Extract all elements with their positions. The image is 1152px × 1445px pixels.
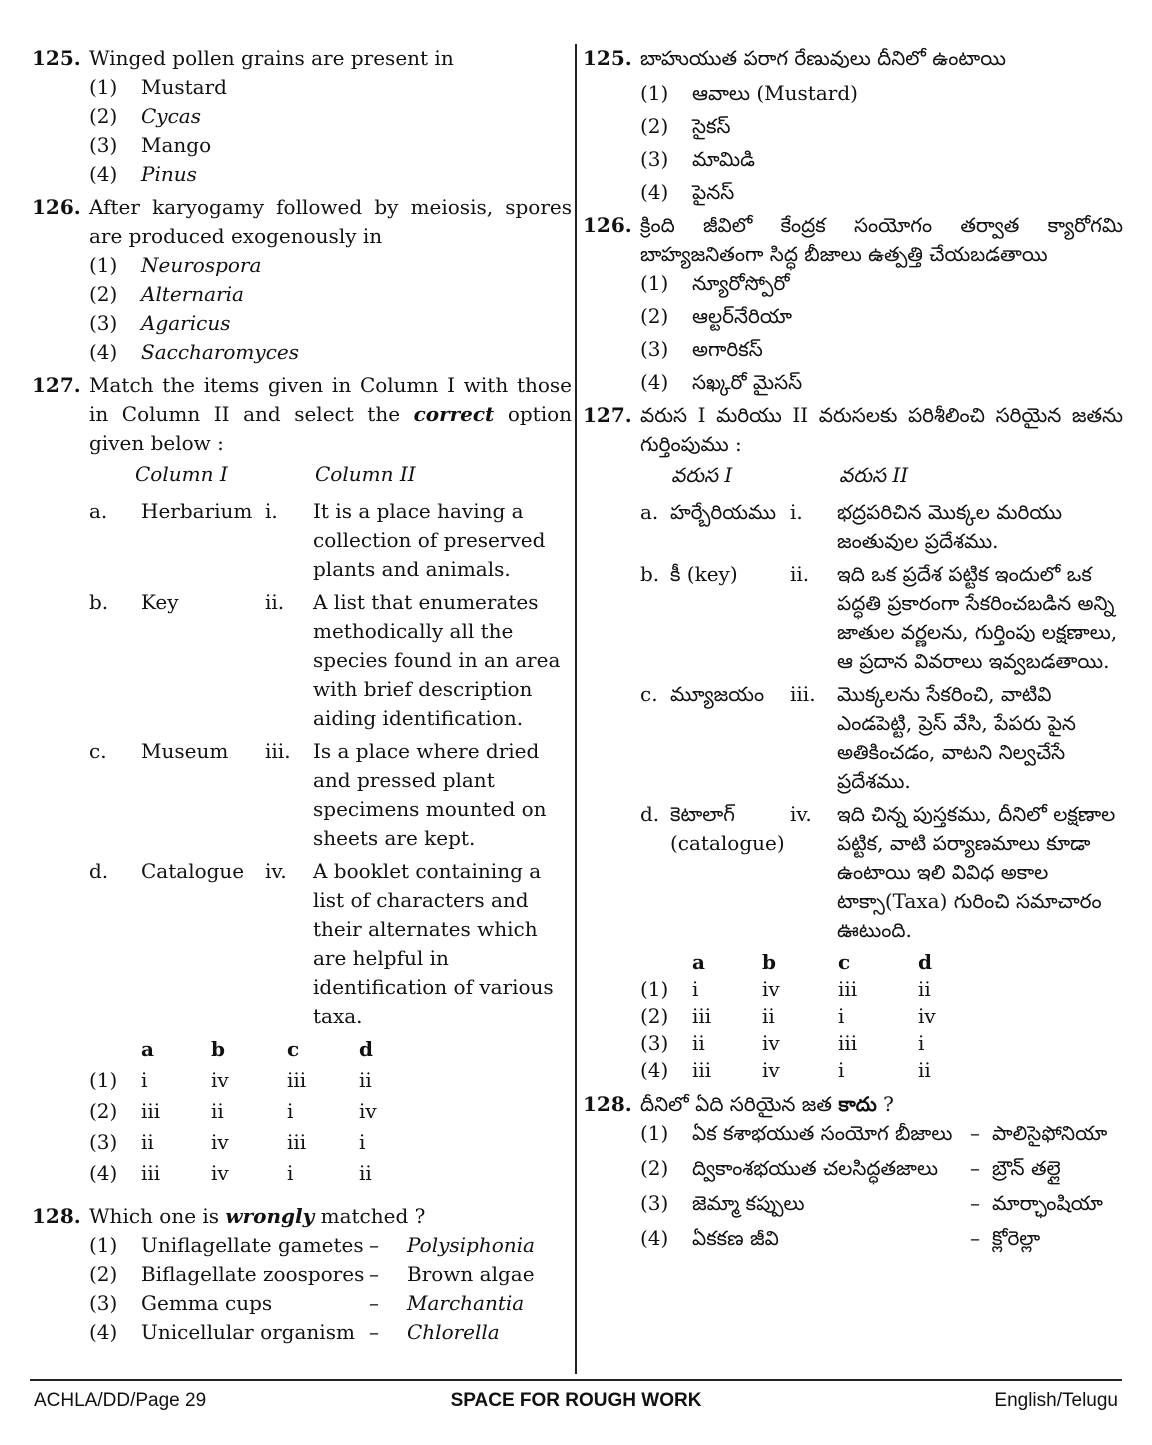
match-row-c: c. Museum iii. Is a place where dried and pressed plant specimens mounted on sheets are kept. [89,739,547,850]
match-row-d: d. Catalogue iv. A booklet containing a list of characters and their alternates which are helpful in identification of various taxa. [89,859,554,1028]
question-number: 127. [583,403,632,427]
question-126-telugu [583,211,1123,397]
option-2: (2) ఆల్టర్‌నేరియా [640,304,793,328]
option-2: (2) ద్వికాంశభయుత చలసిద్ధతజాలు – బ్రౌన్ తల్లై [640,1156,1061,1180]
question-128 [32,1202,572,1347]
question-text: Which one is wrongly matched ? [89,1204,426,1228]
option-4: (4) Saccharomyces [89,340,299,364]
option-4: (4) Pinus [89,162,197,186]
question-number: 128. [32,1204,81,1228]
question-number: 128. [583,1092,632,1116]
answer-header: a b c d [692,950,932,974]
match-row-c: c. మ్యూజయం iii. మొక్కలను సేకరించి, వాటివి ఎండపెట్టి, ప్రెస్ వేసి, పేపరు పైన అతికించడం, వాటని నిల్వచేసే ప్రదేశము. [640,682,1076,793]
option-1: (1) ఆవాలు (Mustard) [640,81,858,105]
footer-page-id: ACHLA/DD/Page 29 [34,1390,207,1411]
footer-rough-work: SPACE FOR ROUGH WORK [450,1390,702,1411]
question-text: After karyogamy followed by meiosis, spores are produced exogenously in [89,195,572,248]
column-headers: వరుస I వరుస II [671,463,909,487]
question-127 [32,371,572,1188]
option-2: (2) Biflagellate zoospores – Brown algae [89,1262,535,1286]
question-text: వరుస I మరియు II వరుసలకు పరిశీలించి సరియైన జతను గుర్తింపుము : [640,403,1123,456]
telugu-column [583,44,1123,1253]
answer-option-1: (1) i iv iii ii [89,1068,372,1092]
option-1: (1) ఏక కశాభయుత సంయోగ బీజాలు – పాలిసైఫోనియా [640,1121,1108,1145]
question-text: Winged pollen grains are present in [89,46,454,70]
option-1: (1) Mustard [89,75,227,99]
question-128-telugu [583,1090,1123,1253]
question-text: Match the items given in Column I with those in Column II and select the correct option given below : [89,373,573,455]
answer-option-3: (3) ii iv iii i [640,1031,925,1055]
option-3: (3) అగారికస్ [640,337,763,361]
question-number: 127. [32,373,81,397]
question-number: 125. [583,46,632,70]
option-4: (4) సఖ్కరో మైసస్ [640,370,803,394]
question-127-telugu [583,401,1123,1084]
option-1: (1) న్యూరోస్పోరో [640,271,790,295]
column-headers: Column I Column II [135,462,416,486]
option-3: (3) జెమ్మా కప్పులు – మార్ఛాంషియా [640,1191,1103,1215]
question-text: క్రింది జీవిలో కేంద్రక సంయోగం తర్వాత క్యారోగమి బాహ్యజనితంగా సిద్ధ బీజాలు ఉత్పత్తి చేయబడతాయి [640,213,1123,266]
question-text: దీనిలో ఏది సరియైన జత కాదు ? [640,1092,894,1116]
english-column [32,44,572,1347]
question-125-telugu [583,44,1123,207]
option-4: (4) Unicellular organism – Chlorella [89,1320,500,1344]
question-125 [32,44,572,189]
option-2: (2) సైకస్ [640,114,731,138]
footer-rule [30,1379,1122,1381]
option-3: (3) Agaricus [89,311,231,335]
match-row-b: b. కీ (key) ii. ఇది ఒక ప్రదేశ పట్టిక ఇందులో ఒక పద్ధతి ప్రకారంగా సేకరించబడిన అన్ని జాతుల వర్ణలను, గుర్తింపు లక్షణాలు, ఆ ప్రదాన వివరాలు ఇవ్వబడతాయి. [640,562,1118,673]
option-3: (3) Mango [89,133,212,157]
option-4: (4) పైనస్ [640,180,735,204]
answer-option-2: (2) iii ii i iv [640,1004,936,1028]
column-divider [575,44,577,1374]
answer-option-3: (3) ii iv iii i [89,1130,366,1154]
option-3: (3) Gemma cups – Marchantia [89,1291,525,1315]
question-number: 125. [32,46,81,70]
question-126 [32,193,572,367]
answer-option-1: (1) i iv iii ii [640,977,931,1001]
option-4: (4) ఏకకణ జీవి – క్లోరెల్లా [640,1226,1041,1250]
answer-option-2: (2) iii ii i iv [89,1099,377,1123]
match-row-a: a. Herbarium i. It is a place having a collection of preserved plants and animals. [89,499,546,581]
answer-header: a b c d [141,1037,373,1061]
question-text: బాహుయుత పరాగ రేణువులు దీనిలో ఉంటాయి [640,46,1006,70]
answer-option-4: (4) iii iv i ii [640,1058,931,1082]
footer-language: English/Telugu [994,1390,1118,1411]
option-2: (2) Cycas [89,104,201,128]
match-row-d: d. కెటాలాగ్ (catalogue) iv. ఇది చిన్న పుస్తకము, దీనిలో లక్షణాల పట్టిక, వాటి పర్యాణమాలు కూడా ఉంటాయి ఇలి వివిధ అకాల టాక్సా(Taxa) గురించి సమాచారం ఊటుంది. [640,802,1116,942]
answer-option-4: (4) iii iv i ii [89,1161,372,1185]
question-number: 126. [583,213,632,237]
option-1: (1) Neurospora [89,253,262,277]
match-row-a: a. హర్బేరియము i. భద్రపరిచిన మొక్కల మరియు జంతువుల ప్రదేశము. [640,500,1062,553]
question-number: 126. [32,195,81,219]
option-2: (2) Alternaria [89,282,244,306]
match-row-b: b. Key ii. A list that enumerates methodically all the species found in an area with brief description aiding identification. [89,590,561,730]
option-1: (1) Uniflagellate gametes – Polysiphonia [89,1233,535,1257]
option-3: (3) మామిడి [640,147,755,171]
